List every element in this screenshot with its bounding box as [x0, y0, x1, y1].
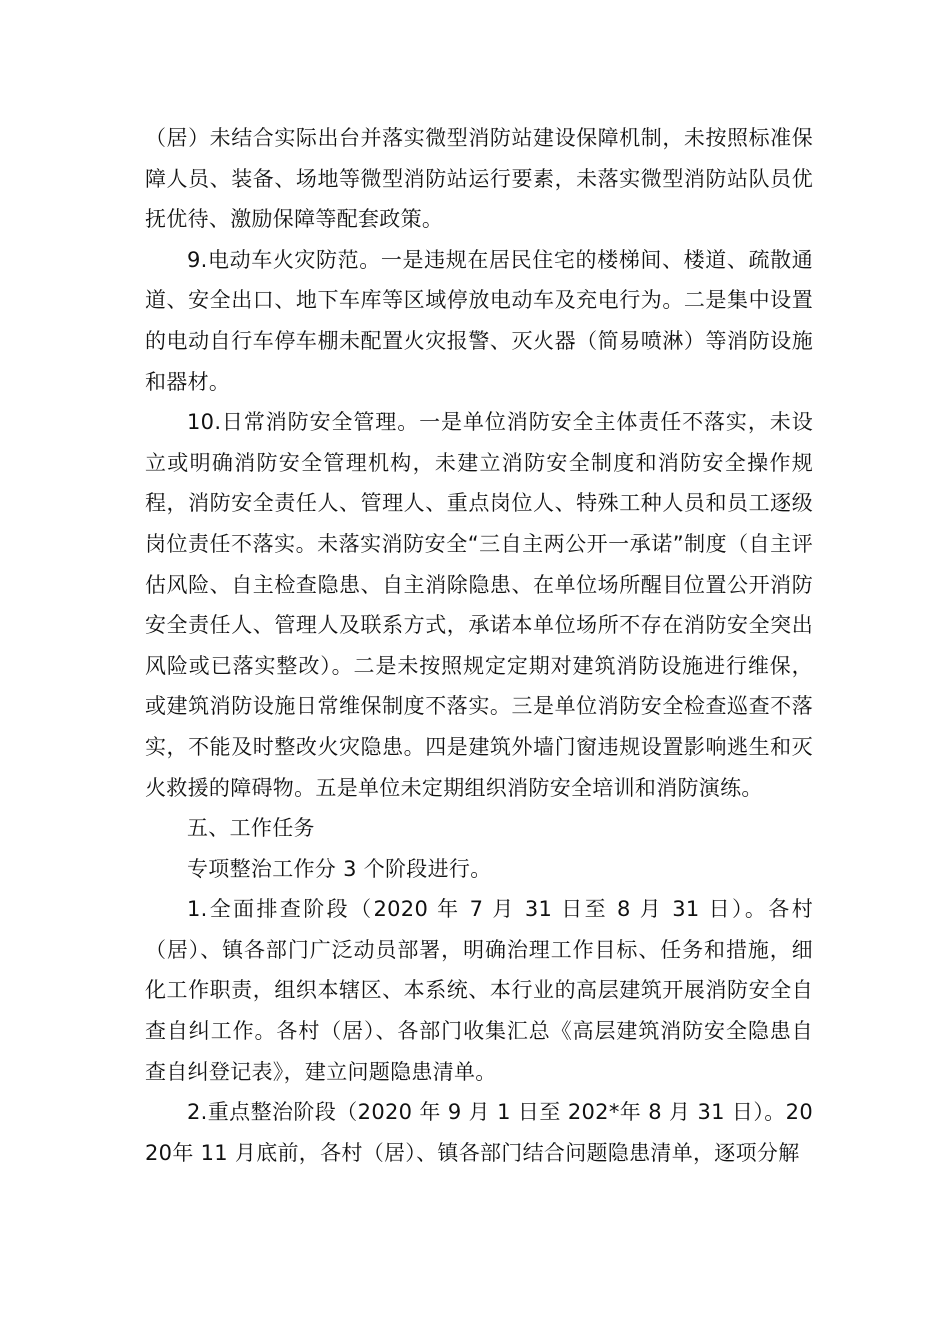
- text-line: 所不存在消防安全突出风险或已落实整改）。二是未按照规定定期: [145, 613, 813, 678]
- text-line: 醒目位置公开消防安全责任人、管理人及联系方式，承诺本单位场: [145, 572, 813, 638]
- paragraph-microstation-continuation: [145, 118, 813, 240]
- text-line: 中设置的电动自行车停车棚未配置火灾报警、灭火器（简易喷淋）: [145, 288, 813, 353]
- text-line: 站队员优抚优待、激励保障等配套政策。: [145, 166, 813, 232]
- paragraph-stages-intro: [145, 849, 813, 890]
- text-line: 通道、安全出口、地下车库等区域停放电动车及充电行为。二是集: [145, 247, 813, 313]
- text-line: 等消防设施和器材。: [145, 328, 813, 394]
- text-line: 员工逐级岗位责任不落实。未落实消防安全“三自主两公开一承诺”: [145, 491, 813, 556]
- text-line: 10.日常消防安全管理。一是单位消防安全主体责任不落实，未: [187, 410, 792, 435]
- text-line: 查自纠工作。各村（居）、各部门收集汇总《高层建筑消防安全隐: [145, 1019, 770, 1044]
- text-line: 专项整治工作分 3 个阶段进行。: [187, 856, 492, 881]
- paragraph-stage-2: [145, 1092, 813, 1173]
- text-line: 9.电动车火灾防范。一是违规在居民住宅的楼梯间、楼道、疏散: [187, 247, 792, 272]
- text-line: 作职责，组织本辖区、本系统、本行业的高层建筑开展消防安全自: [188, 978, 813, 1003]
- text-line: 2.重点整治阶段（2020 年 9 月 1 日至 202*年 8 月 31 日）。2020: [145, 1100, 813, 1165]
- text-line: 五、工作任务: [187, 816, 315, 841]
- paragraph-item-9: [145, 240, 813, 402]
- document-page: [145, 118, 813, 1173]
- text-line: 对建筑消防设施进行维保，或建筑消防设施日常维保制度不落实。: [145, 653, 813, 719]
- text-line: 1.全面排查阶段（2020 年 7 月 31 日至 8 月 31 日）。各村（居）、: [145, 897, 813, 962]
- text-line: 三是单位消防安全检查巡查不落实，不能及时整改火灾隐患。四是: [145, 694, 813, 759]
- text-line: 建筑外墙门窗违规设置影响逃生和灭火救援的障碍物。五是单位未: [145, 734, 813, 800]
- text-line: 准保障人员、装备、场地等微型消防站运行要素，未落实微型消防: [145, 126, 813, 191]
- text-line: （居）未结合实际出台并落实微型消防站建设保障机制，未按照标: [145, 126, 771, 150]
- text-line: 作规程，消防安全责任人、管理人、重点岗位人、特殊工种人员和: [145, 450, 813, 516]
- text-line: 定期组织消防安全培训和消防演练。: [421, 775, 763, 800]
- text-line: 患自查自纠登记表》，建立问题隐患清单。: [145, 1019, 813, 1084]
- section-heading-work-tasks: [145, 808, 813, 849]
- text-line: 镇各部门广泛动员部署，明确治理工作目标、任务和措施，细化工: [145, 937, 813, 1003]
- paragraph-item-10: [145, 402, 813, 808]
- text-line: 年 11 月底前，各村（居）、镇各部门结合问题隐患清单，逐项分解: [172, 1140, 800, 1165]
- text-line: 设立或明确消防安全管理机构，未建立消防安全制度和消防安全操: [145, 410, 813, 475]
- text-line: 制度（自主评估风险、自主检查隐患、自主消除隐患、在单位场所: [145, 531, 813, 597]
- paragraph-stage-1: [145, 889, 813, 1092]
